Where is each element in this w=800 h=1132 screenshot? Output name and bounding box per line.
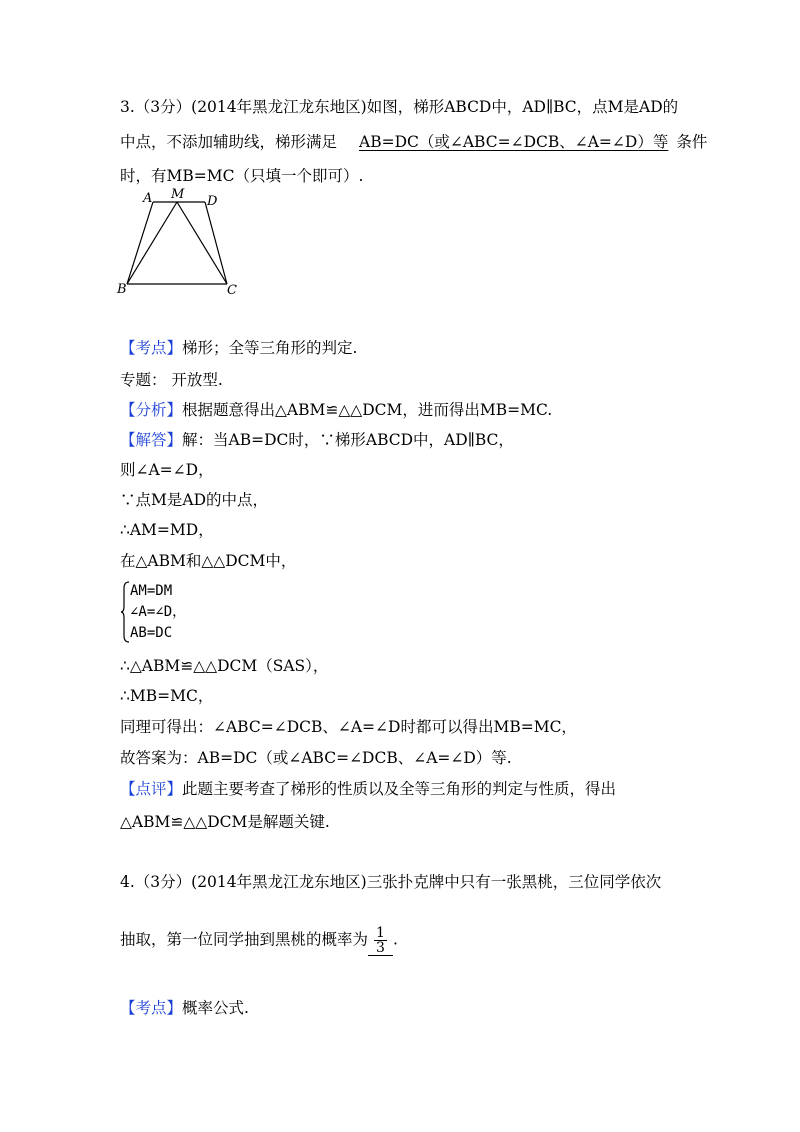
q3-line1: 3.（3分）(2014年黑龙江龙东地区)如图，梯形ABCD中，AD∥BC，点M是AD的 (120, 98, 679, 116)
q3-step3: ∴AM=MD， (120, 521, 214, 539)
q3-step7: 同理可得出：∠ABC=∠DCB、∠A=∠D时都可以得出MB=MC， (120, 718, 577, 736)
q3-line2-pre: 中点，不添加辅助线，梯形满足 (120, 133, 338, 151)
system-row-3: AB=DC (130, 625, 173, 641)
q3-step4: 在△ABM和△△DCM中， (120, 552, 297, 570)
left-brace-icon (120, 580, 130, 644)
q3-zhuanti: 专题： 开放型. (120, 371, 223, 389)
q3-jieda (120, 430, 514, 450)
fraction-numerator: 1 (376, 925, 385, 941)
q4-kaodian-text: 概率公式. (182, 999, 249, 1017)
fraction-denominator: 3 (376, 940, 385, 956)
label-b: B (117, 282, 127, 297)
q3-dianping (120, 779, 616, 799)
q3-dianping-2: △ABM≌△△DCM是解题关键. (120, 813, 330, 831)
q3-step2: ∵点M是AD的中点， (120, 491, 268, 509)
kaodian-tag: 【考点】 (120, 339, 183, 357)
segment-mb (127, 202, 177, 284)
edge-ab (127, 202, 153, 284)
q3-kaodian (120, 338, 357, 358)
fenxi-tag: 【分析】 (120, 401, 183, 419)
q4-line2-pre: 抽取，第一位同学抽到黑桃的概率为 (120, 930, 369, 949)
label-d: D (207, 194, 218, 209)
q3-line3: 时，有MB=MC（只填一个即可）. (120, 167, 364, 185)
jieda-text: 解：当AB=DC时，∵梯形ABCD中，AD∥BC， (182, 431, 514, 449)
q3-line2 (120, 132, 707, 152)
kaodian-text: 梯形；全等三角形的判定. (182, 339, 358, 357)
q4-line2-post: . (392, 930, 398, 949)
q3-step5: ∴△ABM≌△△DCM（SAS）， (120, 657, 329, 675)
q3-line2-post: 条件 (676, 133, 708, 151)
system-row-2: ∠A=∠D， (130, 604, 187, 620)
q3-fenxi (120, 400, 552, 420)
q4-kaodian (120, 998, 249, 1018)
system-row-1: AM=DM (130, 583, 173, 599)
label-a: A (143, 191, 153, 206)
fenxi-text: 根据题意得出△ABM≌△△DCM，进而得出MB=MC. (182, 401, 553, 419)
q4-line2 (120, 926, 398, 956)
q4-answer-blank (368, 926, 393, 956)
trapezoid-figure (115, 188, 245, 298)
dianping-text: 此题主要考查了梯形的性质以及全等三角形的判定与性质，得出 (182, 780, 617, 798)
q4-kaodian-tag: 【考点】 (120, 999, 183, 1017)
label-c: C (227, 283, 237, 298)
q3-step8: 故答案为：AB=DC（或∠ABC=∠DCB、∠A=∠D）等. (120, 749, 512, 767)
edge-dc (205, 202, 227, 284)
q4-line1: 4.（3分）(2014年黑龙江龙东地区)三张扑克牌中只有一张黑桃，三位同学依次 (120, 873, 662, 891)
q3-answer-blank: AB=DC（或∠ABC=∠DCB、∠A=∠D）等 (359, 133, 669, 151)
q3-step1: 则∠A=∠D， (120, 461, 214, 479)
label-m: M (171, 188, 185, 202)
answer-fraction (374, 926, 387, 955)
dianping-tag: 【点评】 (120, 780, 183, 798)
jieda-tag: 【解答】 (120, 431, 183, 449)
segment-mc (177, 202, 227, 284)
q3-step6: ∴MB=MC， (120, 687, 214, 705)
